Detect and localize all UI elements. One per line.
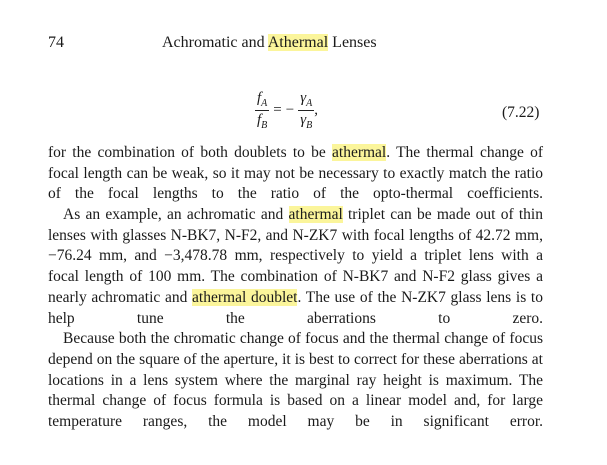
text-line [48,288,543,309]
text-line [48,143,543,164]
text-segment: nearly achromatic and [48,288,193,306]
text-segment: . The use of the N-ZK7 glass lens is to [297,288,543,306]
body-text [48,143,543,433]
text-line [48,371,543,392]
denominator [298,111,314,131]
fraction-f [255,90,269,131]
highlighted-text: athermal [288,206,343,224]
subscript: A [306,98,313,109]
text-segment: locations in a lens system where the marginal ray height is maximum. The [48,371,543,389]
title-text: Lenses [328,34,377,51]
text-segment: temperature ranges, the model may be in significant error. [48,412,543,430]
text-segment: thermal change of focus formula is based on a linear model and, for large [48,392,543,410]
subscript: A [261,98,268,109]
text-segment: focal length can be weak, so it may not be necessary to exactly match the ratio [48,164,543,182]
text-line [48,184,543,205]
text-segment: focal length of 100 mm. The combination of N-BK7 and N-F2 glass gives a [48,268,543,286]
symbol: γ [300,112,307,128]
highlighted-text: Athermal [267,34,329,51]
text-line [48,246,543,267]
text-line [48,329,543,350]
text-line [48,164,543,185]
subscript: B [306,120,313,131]
page-number: 74 [48,34,64,51]
denominator [255,111,269,131]
text-segment: depend on the square of the aperture, it is best to correct for these aberrations at [48,350,543,368]
text-segment: As an example, an achromatic and [63,206,289,224]
comma: , [314,102,318,118]
numerator [298,90,314,111]
numerator [255,90,269,111]
text-line [48,309,543,330]
text-segment: Because both the chromatic change of focus and the thermal change of focus [63,330,543,348]
text-segment: of the focal lengths to the ratio of the opto-thermal coefficients. [48,185,543,203]
title-text: Achromatic and [162,34,268,51]
symbol: γ [300,90,307,106]
text-line [48,412,543,433]
minus-sign: − [285,102,295,118]
text-line [48,391,543,412]
text-segment: . The thermal change of [386,144,543,161]
highlighted-text: athermal [332,144,387,161]
text-line [48,205,543,226]
text-line [48,350,543,371]
text-segment: help tune the aberrations to zero. [48,309,543,327]
running-head [162,34,377,52]
equation-number: (7.22) [502,104,540,121]
text-segment: lenses with glasses N-BK7, N-F2, and N-ZK7 with focal lengths of 42.72 mm, [48,226,543,244]
text-line [48,226,543,247]
text-segment: triplet can be made out of thin [342,206,543,224]
text-segment: for the combination of both doublets to be [48,144,333,161]
symbol: f [257,112,262,128]
symbol: f [257,90,262,106]
text-line [48,267,543,288]
fraction-gamma [298,90,314,131]
text-segment: −76.24 mm, and −3,478.78 mm, respectively to yield a triplet lens with a [48,247,543,265]
highlighted-text: athermal doublet [192,288,298,306]
equation [255,90,318,131]
equals-sign: = [273,102,282,118]
subscript: B [261,120,268,131]
